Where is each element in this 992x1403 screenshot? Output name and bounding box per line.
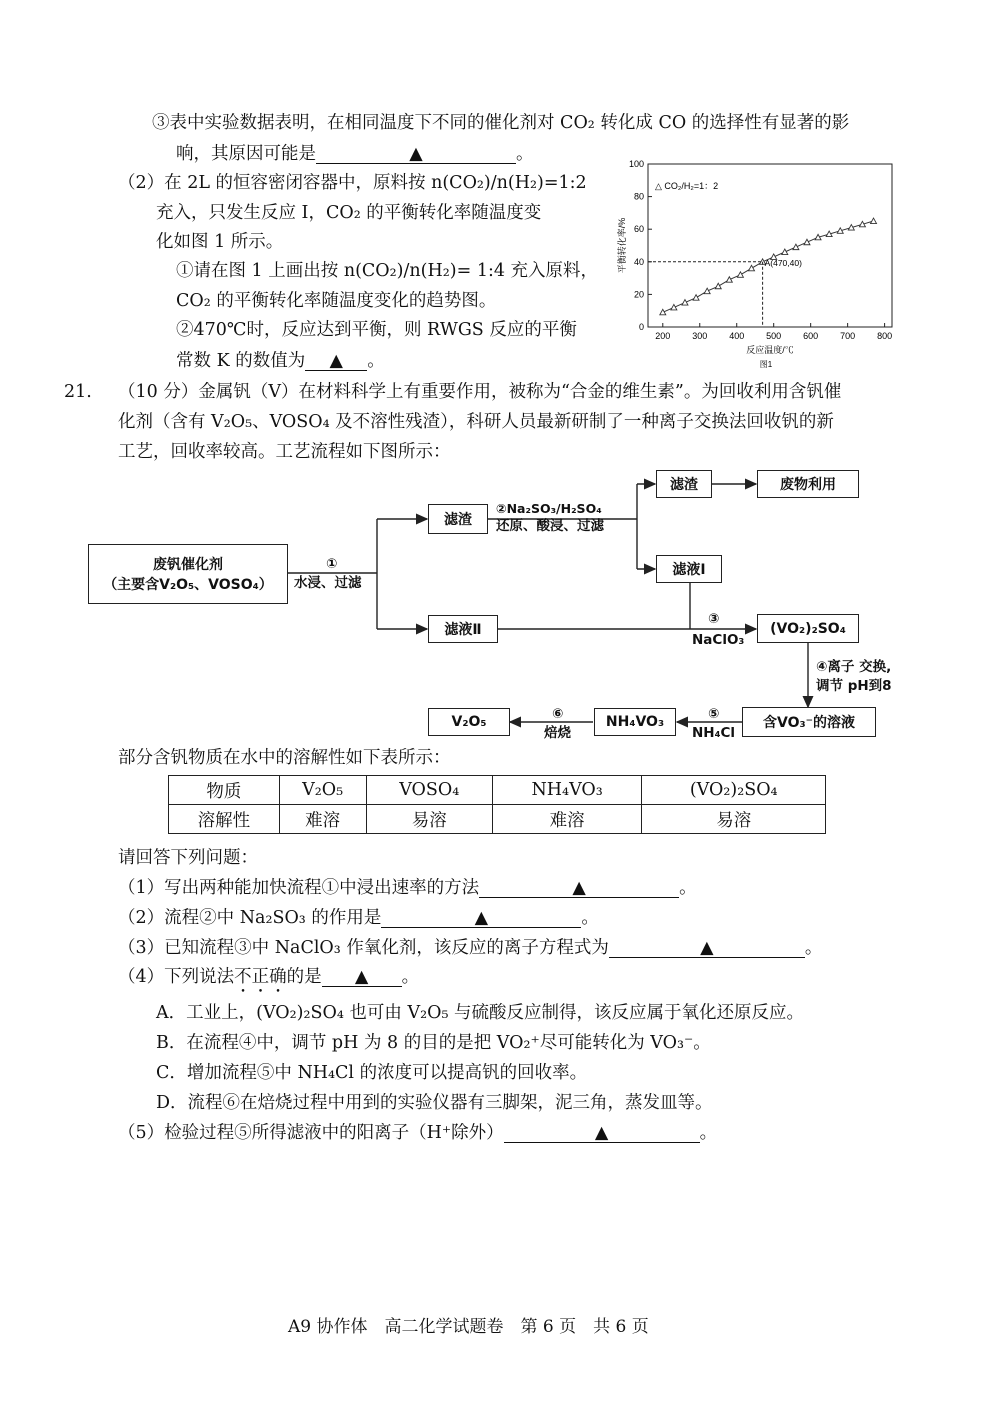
x-tick-label: 200 bbox=[655, 331, 671, 341]
q20-part3-line2: 响，其原因可能是 ▲ 。 bbox=[176, 144, 534, 164]
flow-box-filtrate-1: 滤液Ⅰ bbox=[656, 555, 722, 583]
x-tick-label: 500 bbox=[766, 331, 782, 341]
q20-s2-line4: ①请在图 1 上画出按 n(CO₂)/n(H₂)= 1:4 充入原料， bbox=[176, 261, 599, 281]
table-cell: 溶解性 bbox=[169, 805, 280, 834]
table-cell: VOSO₄ bbox=[366, 776, 492, 805]
q20-s2-line5: CO₂ 的平衡转化率随温度变化的趋势图。 bbox=[176, 291, 497, 311]
q21-number: 21. bbox=[64, 382, 92, 402]
q20-s2-line7: 常数 K 的数值为 ▲ 。 bbox=[176, 351, 385, 371]
solubility-table bbox=[168, 775, 826, 834]
step4-label-a: ④离子 交换, bbox=[816, 659, 892, 675]
table-cell: 难溶 bbox=[492, 805, 642, 834]
point-a-annotation: A(470,40) bbox=[764, 257, 802, 268]
q20-s2-line3: 化如图 1 所示。 bbox=[156, 232, 284, 252]
flow-box-residue: 滤渣 bbox=[428, 504, 488, 534]
table-header-row bbox=[169, 776, 826, 805]
y-tick-label: 60 bbox=[633, 224, 644, 235]
x-tick-label: 800 bbox=[877, 331, 893, 341]
step4-label-b: 调节 pH到8 bbox=[816, 678, 892, 694]
q21-line3: 工艺，回收率较高。工艺流程如下图所示： bbox=[118, 442, 451, 462]
step1-number: ① bbox=[326, 556, 338, 572]
table-cell: 物质 bbox=[169, 776, 280, 805]
step5-number: ⑤ bbox=[708, 706, 720, 722]
chart-legend: △ CO₂/H₂=1：2 bbox=[655, 181, 719, 191]
step5-label: NH₄Cl bbox=[692, 725, 736, 741]
q20-s2-line6: ②470℃时，反应达到平衡，则 RWGS 反应的平衡 bbox=[176, 320, 577, 340]
q21-line2: 化剂（含有 V₂O₅、VOSO₄ 及不溶性残渣），科研人员最新研制了一种离子交换法回收钒的新 bbox=[118, 412, 834, 432]
questions-intro: 请回答下列问题： bbox=[118, 848, 258, 868]
table-intro: 部分含钒物质在水中的溶解性如下表所示： bbox=[118, 748, 451, 768]
q21-line1: （10 分）金属钒（V）在材料科学上有重要作用，被称为“合金的维生素”。为回收利用含钒催 bbox=[118, 382, 842, 402]
table-cell: 易溶 bbox=[366, 805, 492, 834]
flow-box-vo2-2so4: (VO₂)₂SO₄ bbox=[757, 614, 859, 643]
step2-reagent: ②Na₂SO₃/H₂SO₄ bbox=[496, 501, 602, 516]
y-tick-label: 100 bbox=[628, 159, 644, 169]
x-tick-label: 600 bbox=[803, 331, 819, 341]
question-2: （2）流程②中 Na₂SO₃ 的作用是 ▲ 。 bbox=[118, 908, 599, 928]
flow-box-residue-2: 滤渣 bbox=[656, 470, 712, 498]
answer-blank[interactable]: ▲ bbox=[479, 879, 679, 898]
step1-label: 水浸、过滤 bbox=[294, 575, 362, 591]
flow-box-spent-catalyst: 废钒催化剂 （主要含V₂O₅、VOSO₄） bbox=[88, 544, 288, 604]
flow-box-waste-use: 废物利用 bbox=[757, 470, 859, 498]
step3-label: NaClO₃ bbox=[692, 632, 745, 648]
question-1: （1）写出两种能加快流程①中浸出速率的方法 ▲ 。 bbox=[118, 878, 697, 898]
option-d: D．流程⑥在焙烧过程中用到的实验仪器有三脚架，泥三角，蒸发皿等。 bbox=[156, 1093, 713, 1113]
answer-blank[interactable]: ▲ bbox=[504, 1124, 700, 1143]
step2-label: 还原、酸浸、过滤 bbox=[496, 518, 604, 534]
answer-blank[interactable]: ▲ bbox=[609, 939, 805, 958]
table-cell: 易溶 bbox=[642, 805, 826, 834]
q20-part3-line1: ③表中实验数据表明，在相同温度下不同的催化剂对 CO₂ 转化成 CO 的选择性有显著的影 bbox=[152, 113, 850, 133]
x-tick-label: 700 bbox=[840, 331, 856, 341]
flow-box-nh4vo3: NH₄VO₃ bbox=[594, 708, 676, 736]
table-cell: V₂O₅ bbox=[279, 776, 366, 805]
question-3: （3）已知流程③中 NaClO₃ 作氧化剂，该反应的离子方程式为 ▲ 。 bbox=[118, 938, 823, 958]
flow-box-filtrate-2: 滤液Ⅱ bbox=[428, 615, 498, 643]
option-a: A．工业上，(VO₂)₂SO₄ 也可由 V₂O₅ 与硫酸反应制得，该反应属于氧化还原反应。 bbox=[156, 1003, 805, 1023]
figure-caption: 图1 bbox=[759, 360, 773, 369]
page-footer: A9 协作体 高二化学试题卷 第 6 页 共 6 页 bbox=[288, 1317, 649, 1337]
x-tick-label: 400 bbox=[729, 331, 745, 341]
step6-label: 焙烧 bbox=[544, 725, 571, 741]
answer-blank[interactable]: ▲ bbox=[381, 909, 581, 928]
y-tick-label: 40 bbox=[633, 256, 644, 267]
table-cell: (VO₂)₂SO₄ bbox=[642, 776, 826, 805]
x-tick-label: 300 bbox=[692, 331, 708, 341]
y-tick-label: 20 bbox=[633, 289, 644, 300]
option-b: B．在流程④中，调节 pH 为 8 的目的是把 VO₂⁺尽可能转化为 VO₃⁻。 bbox=[156, 1033, 711, 1053]
y-axis-label: 平衡转化率/% bbox=[617, 217, 627, 274]
flow-box-v2o5: V₂O₅ bbox=[428, 708, 510, 736]
answer-blank[interactable]: ▲ bbox=[322, 968, 402, 987]
table-cell: 难溶 bbox=[279, 805, 366, 834]
table-cell: NH₄VO₃ bbox=[492, 776, 642, 805]
step6-number: ⑥ bbox=[552, 706, 564, 722]
table-row bbox=[169, 805, 826, 834]
answer-blank[interactable]: ▲ bbox=[316, 145, 516, 164]
y-tick-label: 80 bbox=[633, 191, 644, 202]
question-4: （4）下列说法不正确的是 ▲ 。 bbox=[118, 967, 420, 987]
y-tick-label: 0 bbox=[638, 322, 644, 332]
q20-s2-line2: 充入，只发生反应 I，CO₂ 的平衡转化率随温度变 bbox=[156, 203, 542, 223]
question-5: （5）检验过程⑤所得滤液中的阳离子（H⁺除外） ▲ 。 bbox=[118, 1123, 718, 1143]
q20-s2-line1: （2）在 2L 的恒容密闭容器中，原料按 n(CO₂)/n(H₂)=1:2 bbox=[118, 173, 587, 193]
step3-number: ③ bbox=[708, 611, 720, 627]
x-axis-label: 反应温度/℃ bbox=[746, 345, 794, 355]
flow-box-vo3-solution: 含VO₃⁻的溶液 bbox=[742, 707, 876, 737]
option-c: C．增加流程⑤中 NH₄Cl 的浓度可以提高钒的回收率。 bbox=[156, 1063, 588, 1083]
answer-blank[interactable]: ▲ bbox=[305, 352, 367, 371]
